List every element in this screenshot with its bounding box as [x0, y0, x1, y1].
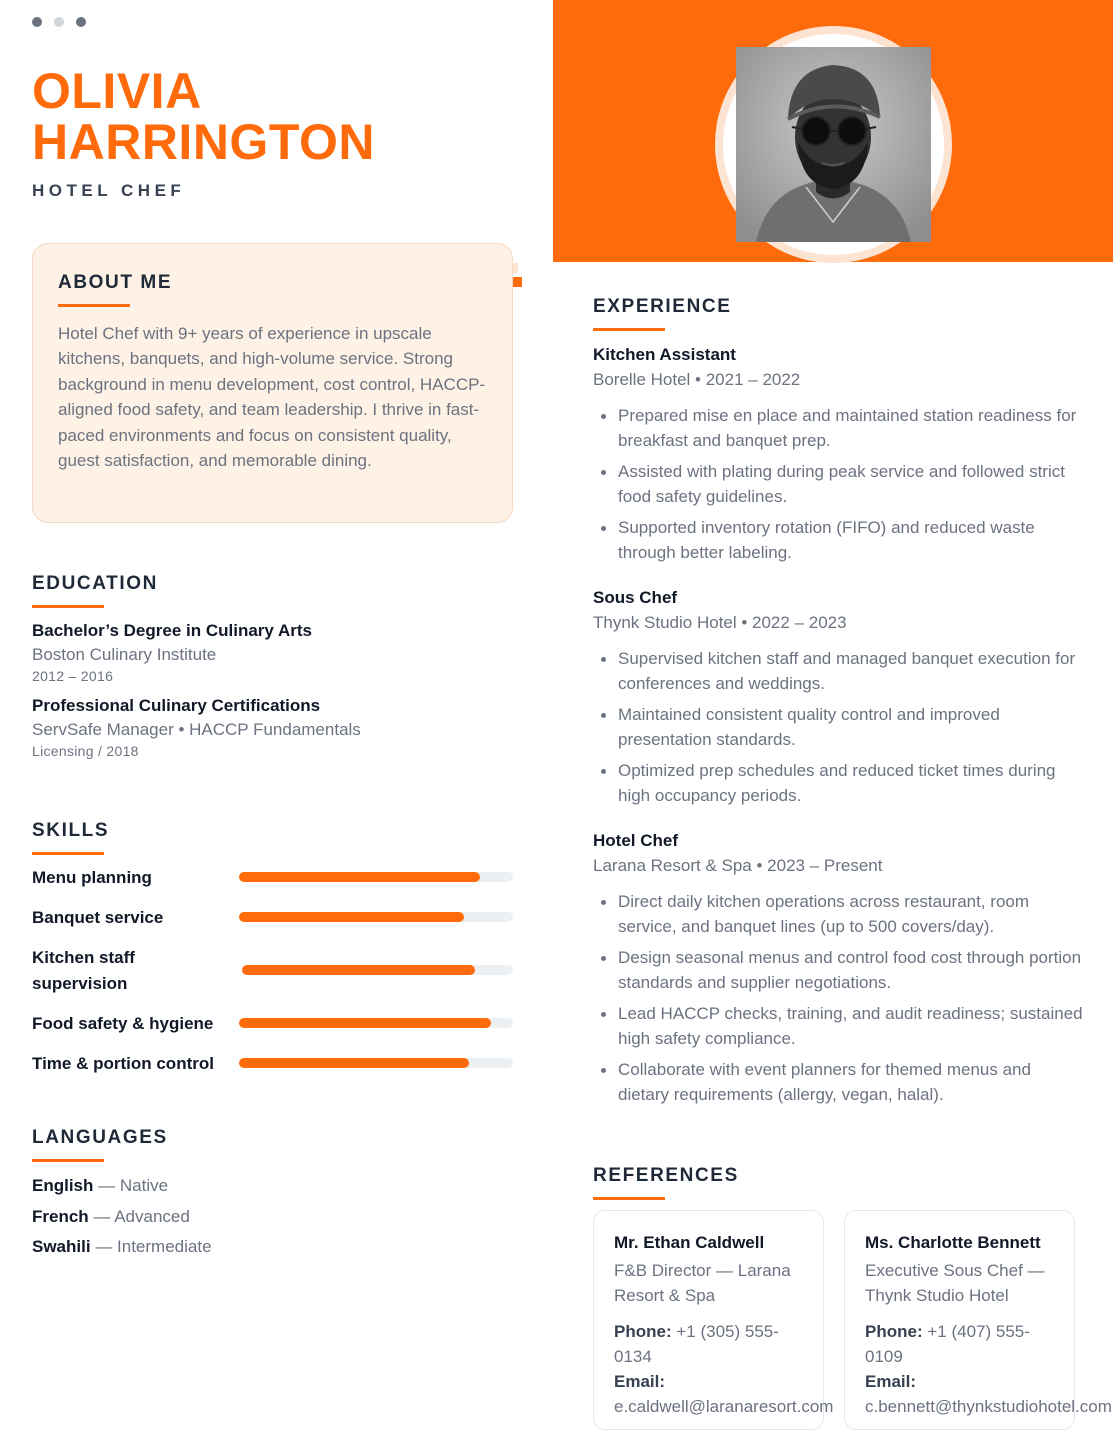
job-bullets	[593, 403, 1083, 566]
email-label: Email:	[865, 1372, 917, 1392]
skill-row	[32, 1051, 214, 1077]
reference-phone	[865, 1319, 1054, 1370]
language-name: French	[32, 1206, 89, 1226]
languages-heading: LANGUAGES	[32, 1127, 168, 1148]
skill-label: Banquet service	[32, 908, 164, 927]
skill-bar-fill	[239, 1018, 491, 1028]
experience-section	[593, 296, 1083, 1113]
window-dots	[32, 17, 86, 27]
about-text: Hotel Chef with 9+ years of experience in upscale kitchens, banquets, and high-volume service. Strong background in menu development, cost control, HACCP-aligned food safety, and team leadership. I thrive in fast-paced environments and focus on consistent quality, guest satisfaction, and memorable dining.	[58, 324, 486, 471]
job-bullet: Prepared mise en place and maintained station readiness for breakfast and banquet prep.	[593, 403, 1083, 454]
skill-label: Menu planning	[32, 868, 152, 887]
skill-bar-fill	[242, 965, 475, 975]
language-list	[32, 1171, 513, 1263]
job-meta: Larana Resort & Spa • 2023 – Present	[593, 855, 883, 875]
skill-bar-fill	[239, 872, 480, 882]
skill-row	[32, 905, 163, 931]
job-entry	[593, 588, 1083, 809]
heading-underline	[32, 852, 104, 855]
skill-bar-fill	[239, 912, 464, 922]
language-item	[32, 1171, 513, 1202]
phone-value: +1 (407) 555-0109	[865, 1321, 1030, 1366]
phone-value: +1 (305) 555-0134	[614, 1321, 779, 1366]
job-bullet: Maintained consistent quality control and improved presentation standards.	[593, 702, 1083, 753]
language-level: — Advanced	[93, 1206, 190, 1226]
email-label: Email:	[614, 1372, 666, 1392]
email-value[interactable]: e.caldwell@laranaresort.com	[614, 1397, 834, 1417]
reference-name: Mr. Ethan Caldwell	[614, 1233, 765, 1252]
references-section	[593, 1165, 1083, 1200]
reference-phone	[614, 1319, 803, 1370]
reference-email	[614, 1369, 834, 1420]
reference-card	[844, 1210, 1112, 1430]
skill-label: Time & portion control	[32, 1054, 214, 1073]
skill-bar-fill	[239, 1058, 469, 1068]
job-bullet: Optimized prep schedules and reduced ticket times during high occupancy periods.	[593, 758, 1083, 809]
job-bullets	[593, 646, 1083, 809]
reference-role: Executive Sous Chef — Thynk Studio Hotel	[865, 1261, 1045, 1306]
job-title: Kitchen Assistant	[593, 345, 736, 364]
education-school: Boston Culinary Institute	[32, 645, 217, 664]
references-heading: REFERENCES	[593, 1165, 739, 1186]
reference-email	[865, 1369, 1112, 1420]
job-bullet: Lead HACCP checks, training, and audit readiness; sustained high safety compliance.	[593, 1001, 1083, 1052]
education-title: Professional Culinary Certifications	[32, 696, 321, 715]
heading-underline	[593, 328, 665, 331]
language-name: Swahili	[32, 1237, 91, 1256]
last-name: HARRINGTON	[32, 114, 375, 170]
heading-underline	[32, 605, 104, 608]
education-section	[32, 573, 513, 759]
candidate-name	[32, 63, 375, 170]
job-bullet: Supervised kitchen staff and managed banquet execution for conferences and weddings.	[593, 646, 1083, 697]
skill-row	[32, 1011, 213, 1037]
education-heading: EDUCATION	[32, 573, 158, 594]
skills-section	[32, 820, 513, 1080]
profile-photo	[736, 47, 931, 242]
heading-underline	[58, 304, 130, 307]
education-title: Bachelor’s Degree in Culinary Arts	[32, 621, 312, 640]
language-name: English	[32, 1176, 94, 1195]
first-name: OLIVIA	[32, 63, 202, 119]
about-card	[32, 243, 513, 523]
experience-heading: EXPERIENCE	[593, 296, 732, 317]
languages-section	[32, 1127, 513, 1263]
education-school: ServSafe Manager • HACCP Fundamentals	[32, 720, 361, 739]
education-date: 2012 – 2016	[32, 668, 114, 684]
language-item	[32, 1202, 513, 1233]
job-bullet: Supported inventory rotation (FIFO) and reduced waste through better labeling.	[593, 515, 1083, 566]
dot-icon	[32, 17, 42, 27]
phone-label: Phone:	[865, 1321, 923, 1341]
job-bullet: Direct daily kitchen operations across restaurant, room service, and banquet lines (up to 500 covers/day).	[593, 889, 1083, 940]
portrait-illustration	[736, 47, 931, 242]
phone-label: Phone:	[614, 1321, 672, 1341]
dot-icon	[76, 17, 86, 27]
about-heading: ABOUT ME	[58, 272, 173, 293]
education-item	[32, 696, 513, 759]
job-bullet: Assisted with plating during peak service and followed strict food safety guidelines.	[593, 459, 1083, 510]
job-title: Hotel Chef	[593, 830, 678, 850]
education-date: Licensing / 2018	[32, 743, 139, 759]
job-bullets	[593, 889, 1083, 1108]
skill-label: Food safety & hygiene	[32, 1014, 214, 1033]
job-entry	[593, 831, 1083, 1108]
job-meta: Thynk Studio Hotel • 2022 – 2023	[593, 612, 847, 632]
skill-label: Kitchen staff supervision	[32, 948, 135, 993]
skill-bar	[242, 965, 513, 975]
job-entry	[593, 345, 1083, 566]
job-meta: Borelle Hotel • 2021 – 2022	[593, 370, 801, 389]
job-role: HOTEL CHEF	[32, 181, 186, 200]
education-item	[32, 621, 513, 684]
language-level: — Native	[98, 1176, 169, 1195]
heading-underline	[593, 1197, 665, 1200]
skill-row	[32, 945, 192, 997]
reference-role: F&B Director — Larana Resort & Spa	[614, 1261, 791, 1306]
job-bullet: Design seasonal menus and control food cost through portion standards and supplier negotiations.	[593, 945, 1083, 996]
email-value[interactable]: c.bennett@thynkstudiohotel.com	[865, 1397, 1112, 1417]
skills-heading: SKILLS	[32, 820, 110, 841]
skill-bar	[239, 1018, 513, 1028]
reference-name: Ms. Charlotte Bennett	[865, 1233, 1041, 1252]
skill-bar	[239, 872, 513, 882]
heading-underline	[32, 1159, 104, 1162]
job-title: Sous Chef	[593, 587, 678, 607]
language-level: — Intermediate	[95, 1237, 212, 1256]
dot-icon	[54, 17, 64, 27]
skill-bar	[239, 912, 513, 922]
skill-row	[32, 865, 152, 891]
job-bullet: Collaborate with event planners for themed menus and dietary requirements (allergy, vegan, halal).	[593, 1057, 1083, 1108]
reference-card	[593, 1210, 834, 1430]
skill-bar	[239, 1058, 513, 1068]
language-item	[32, 1232, 513, 1263]
